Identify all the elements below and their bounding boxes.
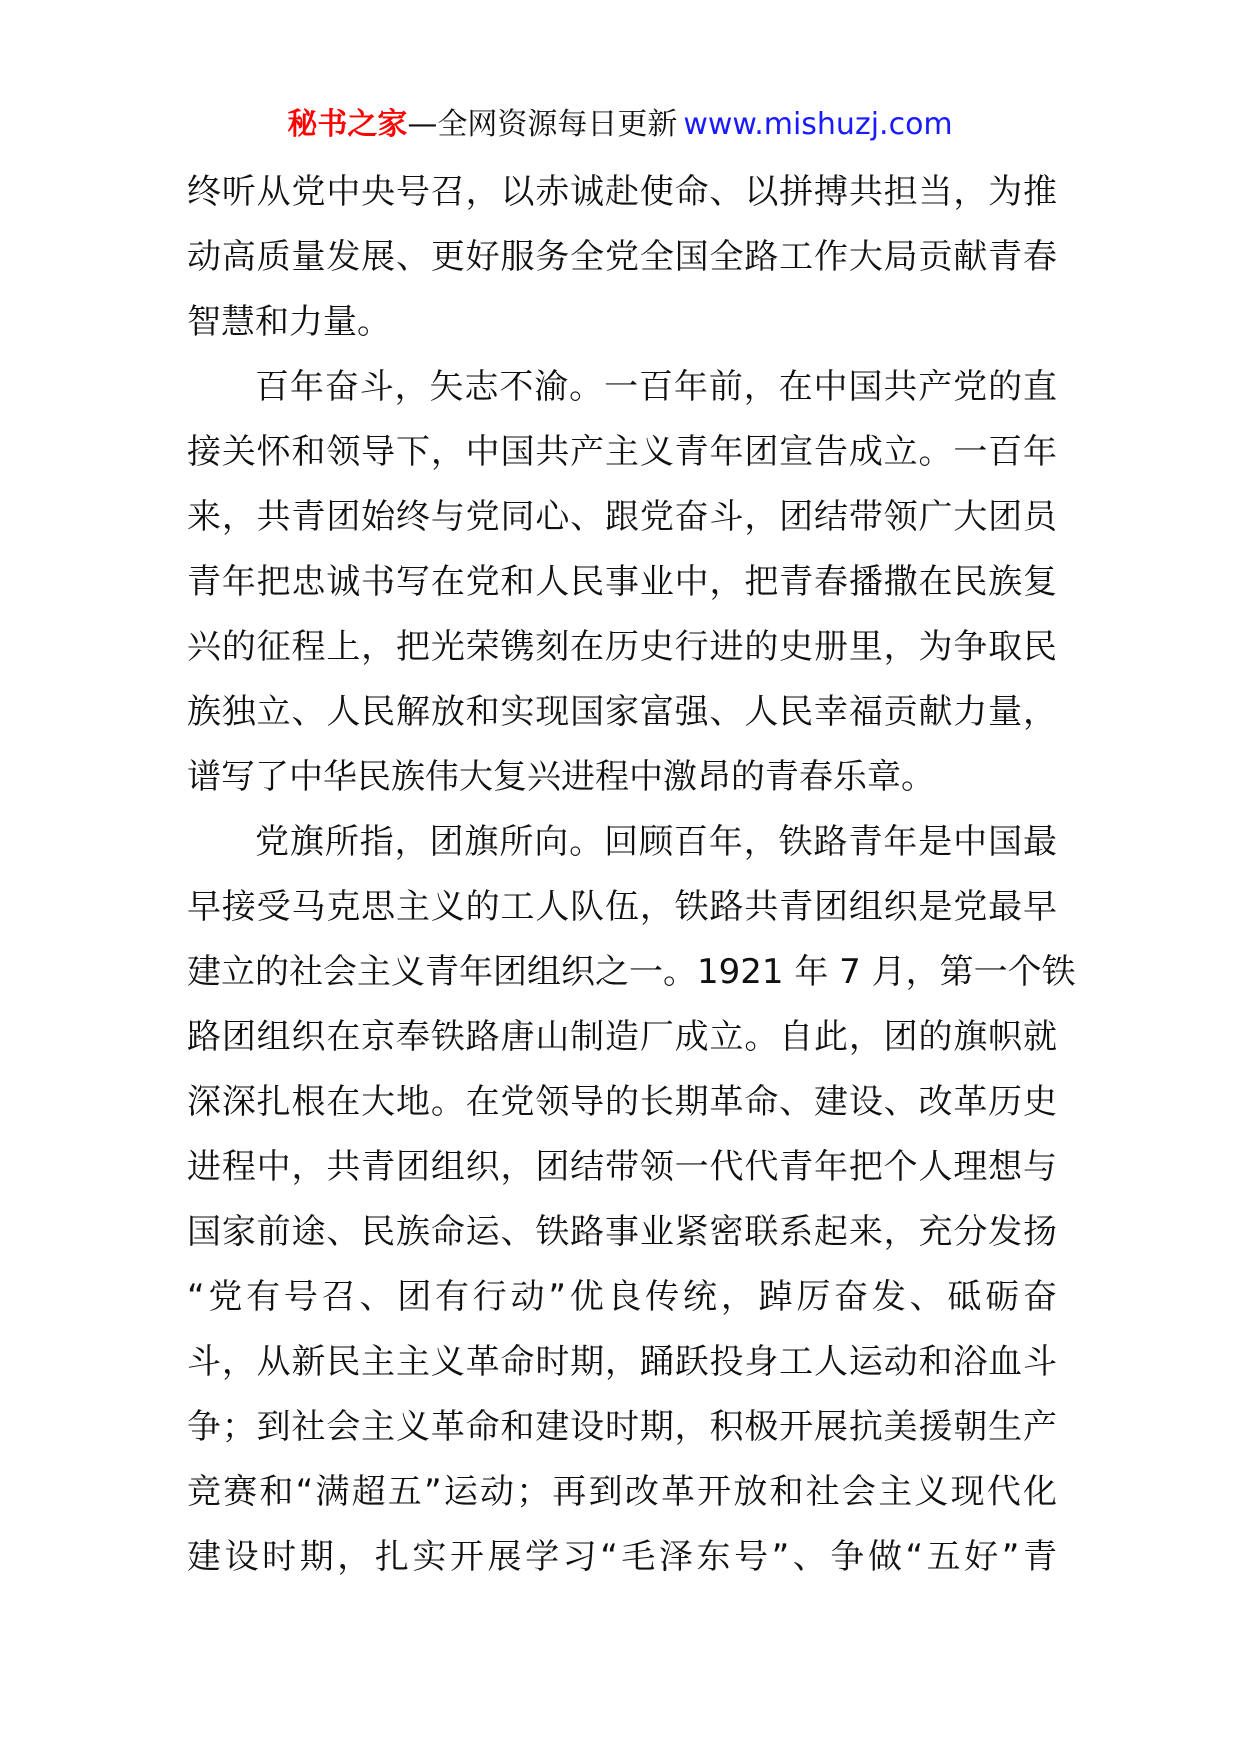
text-line: 动高质量发展、更好服务全党全国全路工作大局贡献青春 bbox=[187, 237, 1057, 277]
header-brand: 秘书之家 bbox=[287, 107, 408, 142]
text-line: 百年奋斗，矢志不渝。一百年前，在中国共产党的直 bbox=[255, 367, 1057, 407]
text-line: 斗，从新民主主义革命时期，踊跃投身工人运动和浴血斗 bbox=[187, 1342, 1057, 1382]
header-url-link[interactable]: www.mishuzj.com bbox=[683, 107, 953, 142]
text-line: 智慧和力量。 bbox=[187, 302, 391, 342]
text-line: 国家前途、民族命运、铁路事业紧密联系起来，充分发扬 bbox=[187, 1212, 1057, 1252]
text-line: 兴的征程上，把光荣镌刻在历史行进的史册里，为争取民 bbox=[187, 627, 1057, 667]
document-body bbox=[187, 160, 1076, 1590]
text-line: 建立的社会主义青年团组织之一。1921 年 7 月，第一个铁 bbox=[187, 952, 1076, 992]
text-line: 进程中，共青团组织，团结带领一代代青年把个人理想与 bbox=[187, 1147, 1057, 1187]
text-line: 青年把忠诚书写在党和人民事业中，把青春播撒在民族复 bbox=[187, 562, 1057, 602]
text-line: 路团组织在京奉铁路唐山制造厂成立。自此，团的旗帜就 bbox=[187, 1017, 1057, 1057]
header-slogan: —全网资源每日更新 bbox=[407, 107, 678, 142]
text-line: 早接受马克思主义的工人队伍，铁路共青团组织是党最早 bbox=[187, 887, 1057, 927]
text-line: 争；到社会主义革命和建设时期，积极开展抗美援朝生产 bbox=[187, 1407, 1057, 1447]
text-line: 族独立、人民解放和实现国家富强、人民幸福贡献力量， bbox=[187, 692, 1057, 732]
page-header bbox=[0, 103, 1240, 147]
text-line: 终听从党中央号召，以赤诚赴使命、以拼搏共担当，为推 bbox=[187, 172, 1057, 212]
text-line: 竞赛和“满超五”运动；再到改革开放和社会主义现代化 bbox=[187, 1472, 1057, 1512]
text-line: 深深扎根在大地。在党领导的长期革命、建设、改革历史 bbox=[187, 1082, 1057, 1122]
text-line: 党旗所指，团旗所向。回顾百年，铁路青年是中国最 bbox=[255, 822, 1057, 862]
text-line: 谱写了中华民族伟大复兴进程中激昂的青春乐章。 bbox=[187, 757, 935, 797]
text-line: 接关怀和领导下，中国共产主义青年团宣告成立。一百年 bbox=[187, 432, 1057, 472]
text-line: 来，共青团始终与党同心、跟党奋斗，团结带领广大团员 bbox=[187, 497, 1057, 537]
text-line: “党有号召、团有行动”优良传统，踔厉奋发、砥砺奋 bbox=[187, 1277, 1057, 1317]
text-line: 建设时期，扎实开展学习“毛泽东号”、争做“五好”青 bbox=[187, 1537, 1057, 1577]
